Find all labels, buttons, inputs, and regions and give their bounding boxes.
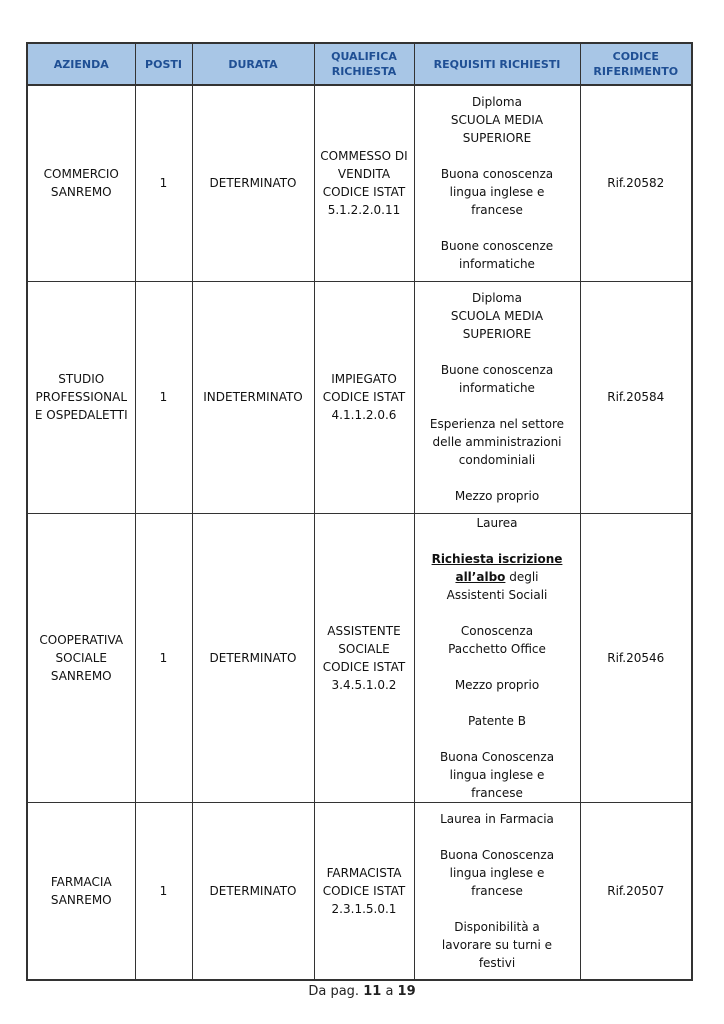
requisiti-line: Pacchetto Office xyxy=(448,641,546,656)
qualifica-line: CODICE ISTAT xyxy=(322,390,406,404)
requisiti-line: francese xyxy=(471,785,523,800)
qualifica-line: 3.4.5.1.0.2 xyxy=(331,677,397,692)
azienda-line: SANREMO xyxy=(50,185,112,200)
cell-posti: 1 xyxy=(135,513,192,802)
cell-durata: INDETERMINATO xyxy=(192,281,314,513)
requisiti-line: Buone conoscenza xyxy=(440,363,554,377)
header-codice-line: RIFERIMENTO xyxy=(593,65,679,78)
page-counter-separator: a xyxy=(385,984,394,999)
requisiti-line: Mezzo proprio xyxy=(454,489,540,503)
table-row xyxy=(27,85,692,281)
requisiti-line: lavorare su turni e xyxy=(441,937,553,952)
requisiti-emphasis: all’albo xyxy=(455,569,506,584)
qualifica-line: CODICE ISTAT xyxy=(322,185,406,200)
cell-qualifica xyxy=(314,513,414,802)
requisiti-line: Buona conoscenza xyxy=(440,167,554,182)
cell-requisiti xyxy=(414,281,580,513)
qualifica-line: SOCIALE xyxy=(338,641,390,656)
requisiti-line: Laurea in Farmacia xyxy=(440,811,554,826)
cell-posti: 1 xyxy=(135,802,192,980)
header-row xyxy=(27,43,692,85)
qualifica-line: VENDITA xyxy=(337,167,391,182)
cell-codice: Rif.20507 xyxy=(580,802,692,980)
cell-durata: DETERMINATO xyxy=(192,802,314,980)
page-number-total: 19 xyxy=(397,984,416,999)
qualifica-line: CODICE ISTAT xyxy=(322,883,406,898)
table-row xyxy=(27,802,692,980)
cell-azienda xyxy=(27,513,135,802)
requisiti-line: Esperienza nel settore xyxy=(429,417,565,431)
header-azienda: AZIENDA xyxy=(27,43,135,85)
header-posti: POSTI xyxy=(135,43,192,85)
requisiti-line: Conoscenza xyxy=(460,623,534,638)
cell-azienda xyxy=(27,281,135,513)
requisiti-line: francese xyxy=(471,203,523,218)
header-durata: DURATA xyxy=(192,43,314,85)
cell-qualifica xyxy=(314,85,414,281)
qualifica-line: COMMESSO DI xyxy=(320,149,408,164)
table-row xyxy=(27,281,692,513)
azienda-line: FARMACIA xyxy=(50,874,112,889)
qualifica-line: IMPIEGATO xyxy=(331,372,397,386)
header-requisiti: REQUISITI RICHIESTI xyxy=(414,43,580,85)
requisiti-line: SCUOLA MEDIA xyxy=(450,309,544,323)
requisiti-line: festivi xyxy=(478,955,516,970)
requisiti-line: Assistenti Sociali xyxy=(446,587,548,602)
requisiti-line: Buona Conoscenza xyxy=(439,847,555,862)
qualifica-line: 5.1.2.2.0.11 xyxy=(327,203,401,218)
cell-codice: Rif.20584 xyxy=(580,281,692,513)
cell-posti: 1 xyxy=(135,85,192,281)
requisiti-line: Disponibilità a xyxy=(454,919,540,934)
requisiti-line: Diploma xyxy=(472,95,522,110)
requisiti-line: delle amministrazioni xyxy=(432,435,562,449)
requisiti-line: Buona Conoscenza xyxy=(439,749,555,764)
requisiti-line-emphasis: Richiesta iscrizione xyxy=(431,551,563,566)
qualifica-line: ASSISTENTE xyxy=(327,623,401,638)
requisiti-line: lingua inglese e xyxy=(449,185,545,200)
cell-durata: DETERMINATO xyxy=(192,513,314,802)
page-number-current: 11 xyxy=(363,984,382,999)
azienda-line: SANREMO xyxy=(50,892,112,907)
header-codice xyxy=(580,43,692,85)
requisiti-line: Diploma xyxy=(472,291,522,305)
requisiti-line: informatiche xyxy=(459,257,535,272)
azienda-line: COOPERATIVA xyxy=(39,632,124,647)
azienda-line: E OSPEDALETTI xyxy=(34,408,128,422)
header-qualifica xyxy=(314,43,414,85)
requisiti-line: SUPERIORE xyxy=(462,131,532,146)
job-offers-table xyxy=(26,42,693,981)
page-counter xyxy=(0,984,724,999)
qualifica-line: CODICE ISTAT xyxy=(322,659,406,674)
requisiti-line: Buone conoscenze xyxy=(440,239,554,254)
header-codice-line: CODICE xyxy=(612,50,659,63)
page-counter-prefix: Da pag. xyxy=(308,984,360,999)
azienda-line: PROFESSIONAL xyxy=(35,390,128,404)
header-qualifica-line: RICHIESTA xyxy=(331,65,397,78)
azienda-line: STUDIO xyxy=(58,372,105,386)
requisiti-line: SCUOLA MEDIA xyxy=(450,113,544,128)
requisiti-line xyxy=(418,568,577,586)
requisiti-line: Mezzo proprio xyxy=(454,677,540,692)
azienda-line: SOCIALE xyxy=(55,650,107,665)
qualifica-line: 2.3.1.5.0.1 xyxy=(331,901,397,916)
requisiti-line: informatiche xyxy=(459,381,535,395)
requisiti-line: Laurea xyxy=(476,515,518,530)
page xyxy=(26,42,693,981)
requisiti-line: lingua inglese e xyxy=(449,865,545,880)
cell-requisiti xyxy=(414,85,580,281)
cell-posti: 1 xyxy=(135,281,192,513)
qualifica-line: 4.1.1.2.0.6 xyxy=(331,408,397,422)
cell-codice: Rif.20546 xyxy=(580,513,692,802)
cell-durata: DETERMINATO xyxy=(192,85,314,281)
azienda-line: COMMERCIO xyxy=(43,167,119,182)
requisiti-text: degli xyxy=(505,569,539,584)
cell-requisiti xyxy=(414,513,580,802)
azienda-line: SANREMO xyxy=(50,668,112,683)
requisiti-line: lingua inglese e xyxy=(449,767,545,782)
qualifica-line: FARMACISTA xyxy=(326,865,402,880)
cell-requisiti xyxy=(414,802,580,980)
table-row xyxy=(27,513,692,802)
cell-qualifica xyxy=(314,281,414,513)
cell-azienda xyxy=(27,802,135,980)
cell-codice: Rif.20582 xyxy=(580,85,692,281)
cell-azienda xyxy=(27,85,135,281)
requisiti-line: SUPERIORE xyxy=(462,327,532,341)
header-qualifica-line: QUALIFICA xyxy=(331,50,397,63)
cell-qualifica xyxy=(314,802,414,980)
requisiti-line: condominiali xyxy=(458,453,536,467)
requisiti-line: francese xyxy=(471,883,523,898)
requisiti-line: Patente B xyxy=(468,713,526,728)
